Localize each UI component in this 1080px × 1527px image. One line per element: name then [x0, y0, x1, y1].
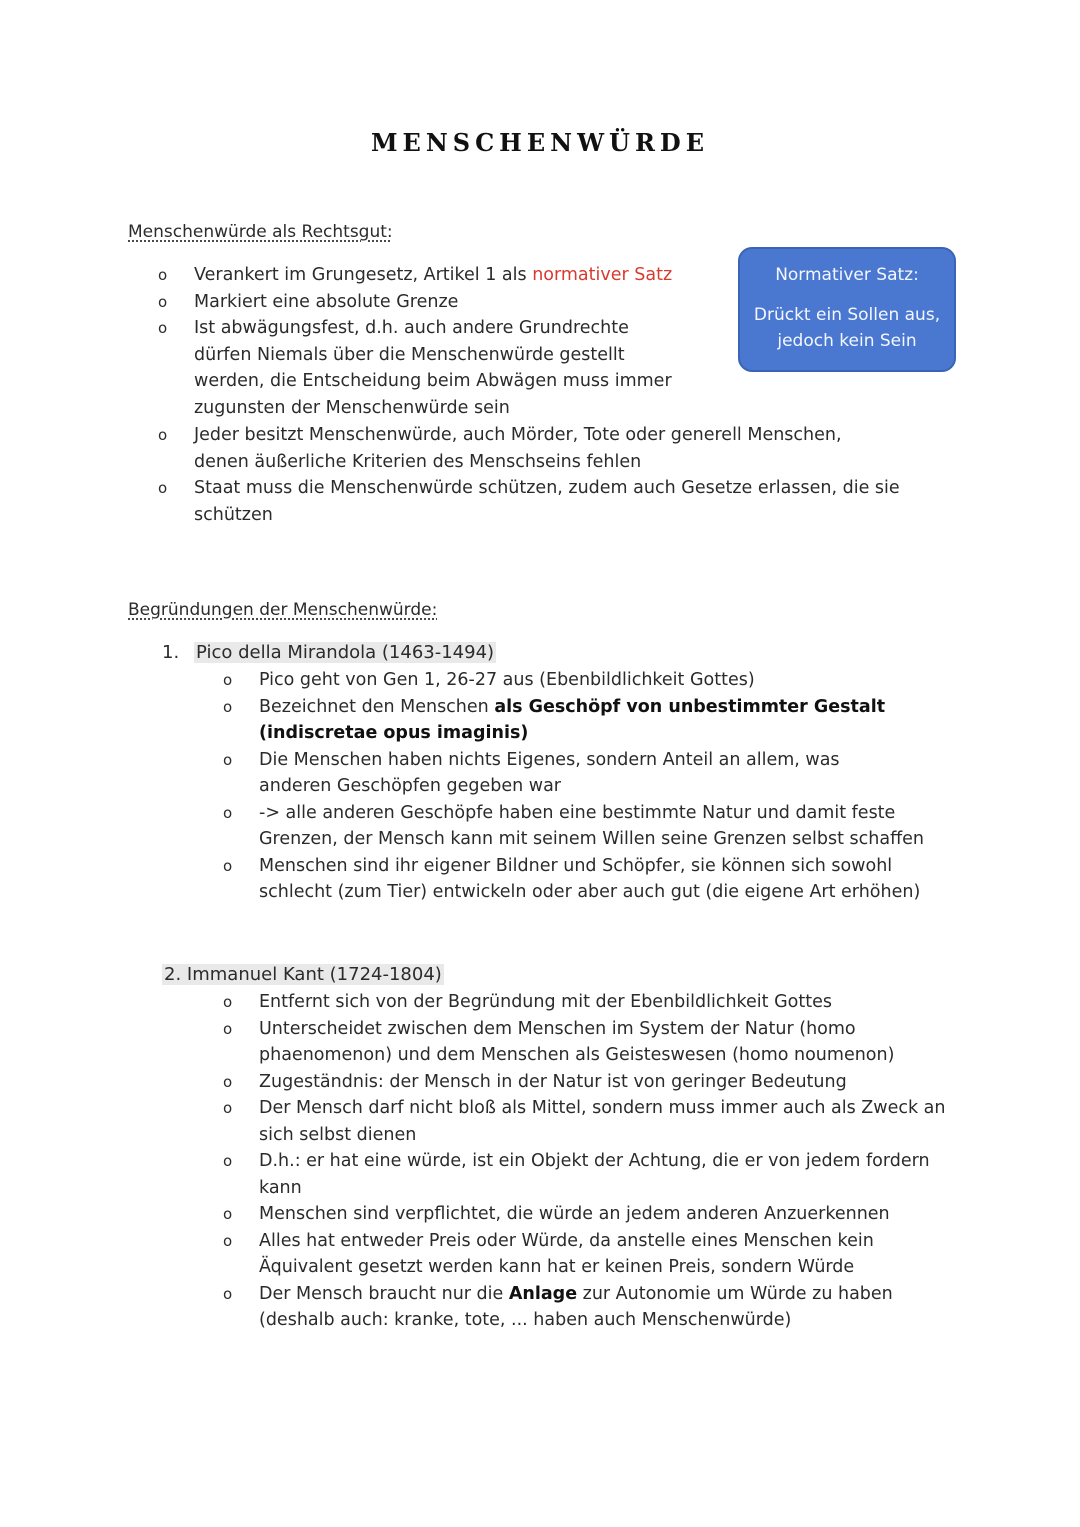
- list-item: o Pico geht von Gen 1, 26-27 aus (Ebenbildlichkeit Gottes): [259, 667, 949, 694]
- subsection-number: 1.: [162, 642, 180, 663]
- list-item: o Unterscheidet zwischen dem Menschen im System der Natur (homo phaenomenon) und dem Menschen als Geisteswesen (homo noumenon): [259, 1016, 954, 1069]
- subsection-title: 2. Immanuel Kant (1724-1804): [164, 964, 442, 985]
- bullet-icon: o: [223, 803, 233, 822]
- bullet-icon: o: [158, 319, 168, 337]
- list-item: o Entfernt sich von der Begründung mit der Ebenbildlichkeit Gottes: [259, 989, 954, 1016]
- bullet-icon: o: [223, 1072, 233, 1091]
- bullet-icon: o: [223, 1231, 233, 1250]
- list-item: o Der Mensch darf nicht bloß als Mittel, sondern muss immer auch als Zweck an sich selbst dienen: [259, 1095, 954, 1148]
- bullet-icon: o: [158, 479, 168, 497]
- bullet-icon: o: [223, 993, 233, 1011]
- list-item: o Verankert im Grungesetz, Artikel 1 als normativer Satz: [194, 262, 694, 289]
- bullet-icon: o: [223, 1284, 233, 1303]
- page-title: MENSCHENWÜRDE: [370, 128, 710, 157]
- list-item: o Menschen sind verpflichtet, die würde an jedem anderen Anzuerkennen: [259, 1201, 954, 1228]
- bullet-icon: o: [223, 1205, 233, 1223]
- bullet-icon: o: [223, 750, 233, 769]
- list-item: o Zugeständnis: der Mensch in der Natur ist von geringer Bedeutung: [259, 1069, 954, 1096]
- bullet-icon: o: [223, 1019, 233, 1038]
- normativer-satz-callout: [738, 247, 956, 372]
- highlight-normativer-satz: normativer Satz: [532, 265, 673, 285]
- bullet-icon: o: [158, 426, 168, 444]
- list-item: o Alles hat entweder Preis oder Würde, da anstelle eines Menschen kein Äquivalent gesetzt werden kann hat er keinen Preis, sondern Würde: [259, 1228, 954, 1281]
- kant-list: [223, 989, 954, 1334]
- subsection-kant: [162, 962, 444, 988]
- list-item: o D.h.: er hat eine würde, ist ein Objekt der Achtung, die er von jedem fordern kann: [259, 1148, 954, 1201]
- list-item: o Bezeichnet den Menschen als Geschöpf von unbestimmter Gestalt (indiscretae opus imaginis): [259, 694, 949, 747]
- list-item: o Die Menschen haben nichts Eigenes, sondern Anteil an allem, was anderen Geschöpfen gegeben war: [259, 747, 899, 800]
- callout-body: Drückt ein Sollen aus, jedoch kein Sein: [753, 305, 941, 351]
- list-item: o -> alle anderen Geschöpfe haben eine bestimmte Natur und damit feste Grenzen, der Mensch kann mit seinem Willen seine Grenzen selbst schaffen: [259, 800, 949, 853]
- list-item: o Der Mensch braucht nur die Anlage zur Autonomie um Würde zu haben (deshalb auch: kranke, tote, ... haben auch Menschenwürde): [259, 1281, 954, 1334]
- callout-title: Normativer Satz:: [775, 265, 919, 285]
- bullet-icon: o: [223, 671, 233, 689]
- list-item: o Markiert eine absolute Grenze: [194, 289, 694, 316]
- bullet-icon: o: [223, 1099, 233, 1117]
- pico-list: [223, 667, 949, 906]
- bullet-icon: o: [223, 697, 233, 716]
- rechtsgut-list-continued: [158, 422, 900, 528]
- bullet-icon: o: [158, 266, 168, 284]
- list-item: o Ist abwägungsfest, d.h. auch andere Grundrechte dürfen Niemals über die Menschenwürde gestellt werden, die Entscheidung beim Abwägen muss immer zugunsten der Menschenwürde sein: [194, 315, 684, 421]
- subsection-title: Pico della Mirandola (1463-1494): [196, 642, 495, 663]
- list-item: o Jeder besitzt Menschenwürde, auch Mörder, Tote oder generell Menschen, denen äußerliche Kriterien des Menschseins fehlen: [194, 422, 894, 475]
- list-item: o Menschen sind ihr eigener Bildner und Schöpfer, sie können sich sowohl schlecht (zum Tier) entwickeln oder aber auch gut (die eigene Art erhöhen): [259, 853, 929, 906]
- subsection-number: 2.: [164, 964, 182, 985]
- bullet-icon: o: [158, 292, 168, 311]
- section-heading-begruendungen: Begründungen der Menschenwürde:: [128, 600, 438, 620]
- list-item: o Staat muss die Menschenwürde schützen, zudem auch Gesetze erlassen, die sie schützen: [194, 475, 964, 528]
- section-heading-rechtsgut: Menschenwürde als Rechtsgut:: [128, 222, 393, 242]
- rechtsgut-list: [158, 262, 694, 421]
- subsection-pico: [162, 640, 496, 666]
- bullet-icon: o: [223, 1152, 233, 1170]
- bullet-icon: o: [223, 856, 233, 875]
